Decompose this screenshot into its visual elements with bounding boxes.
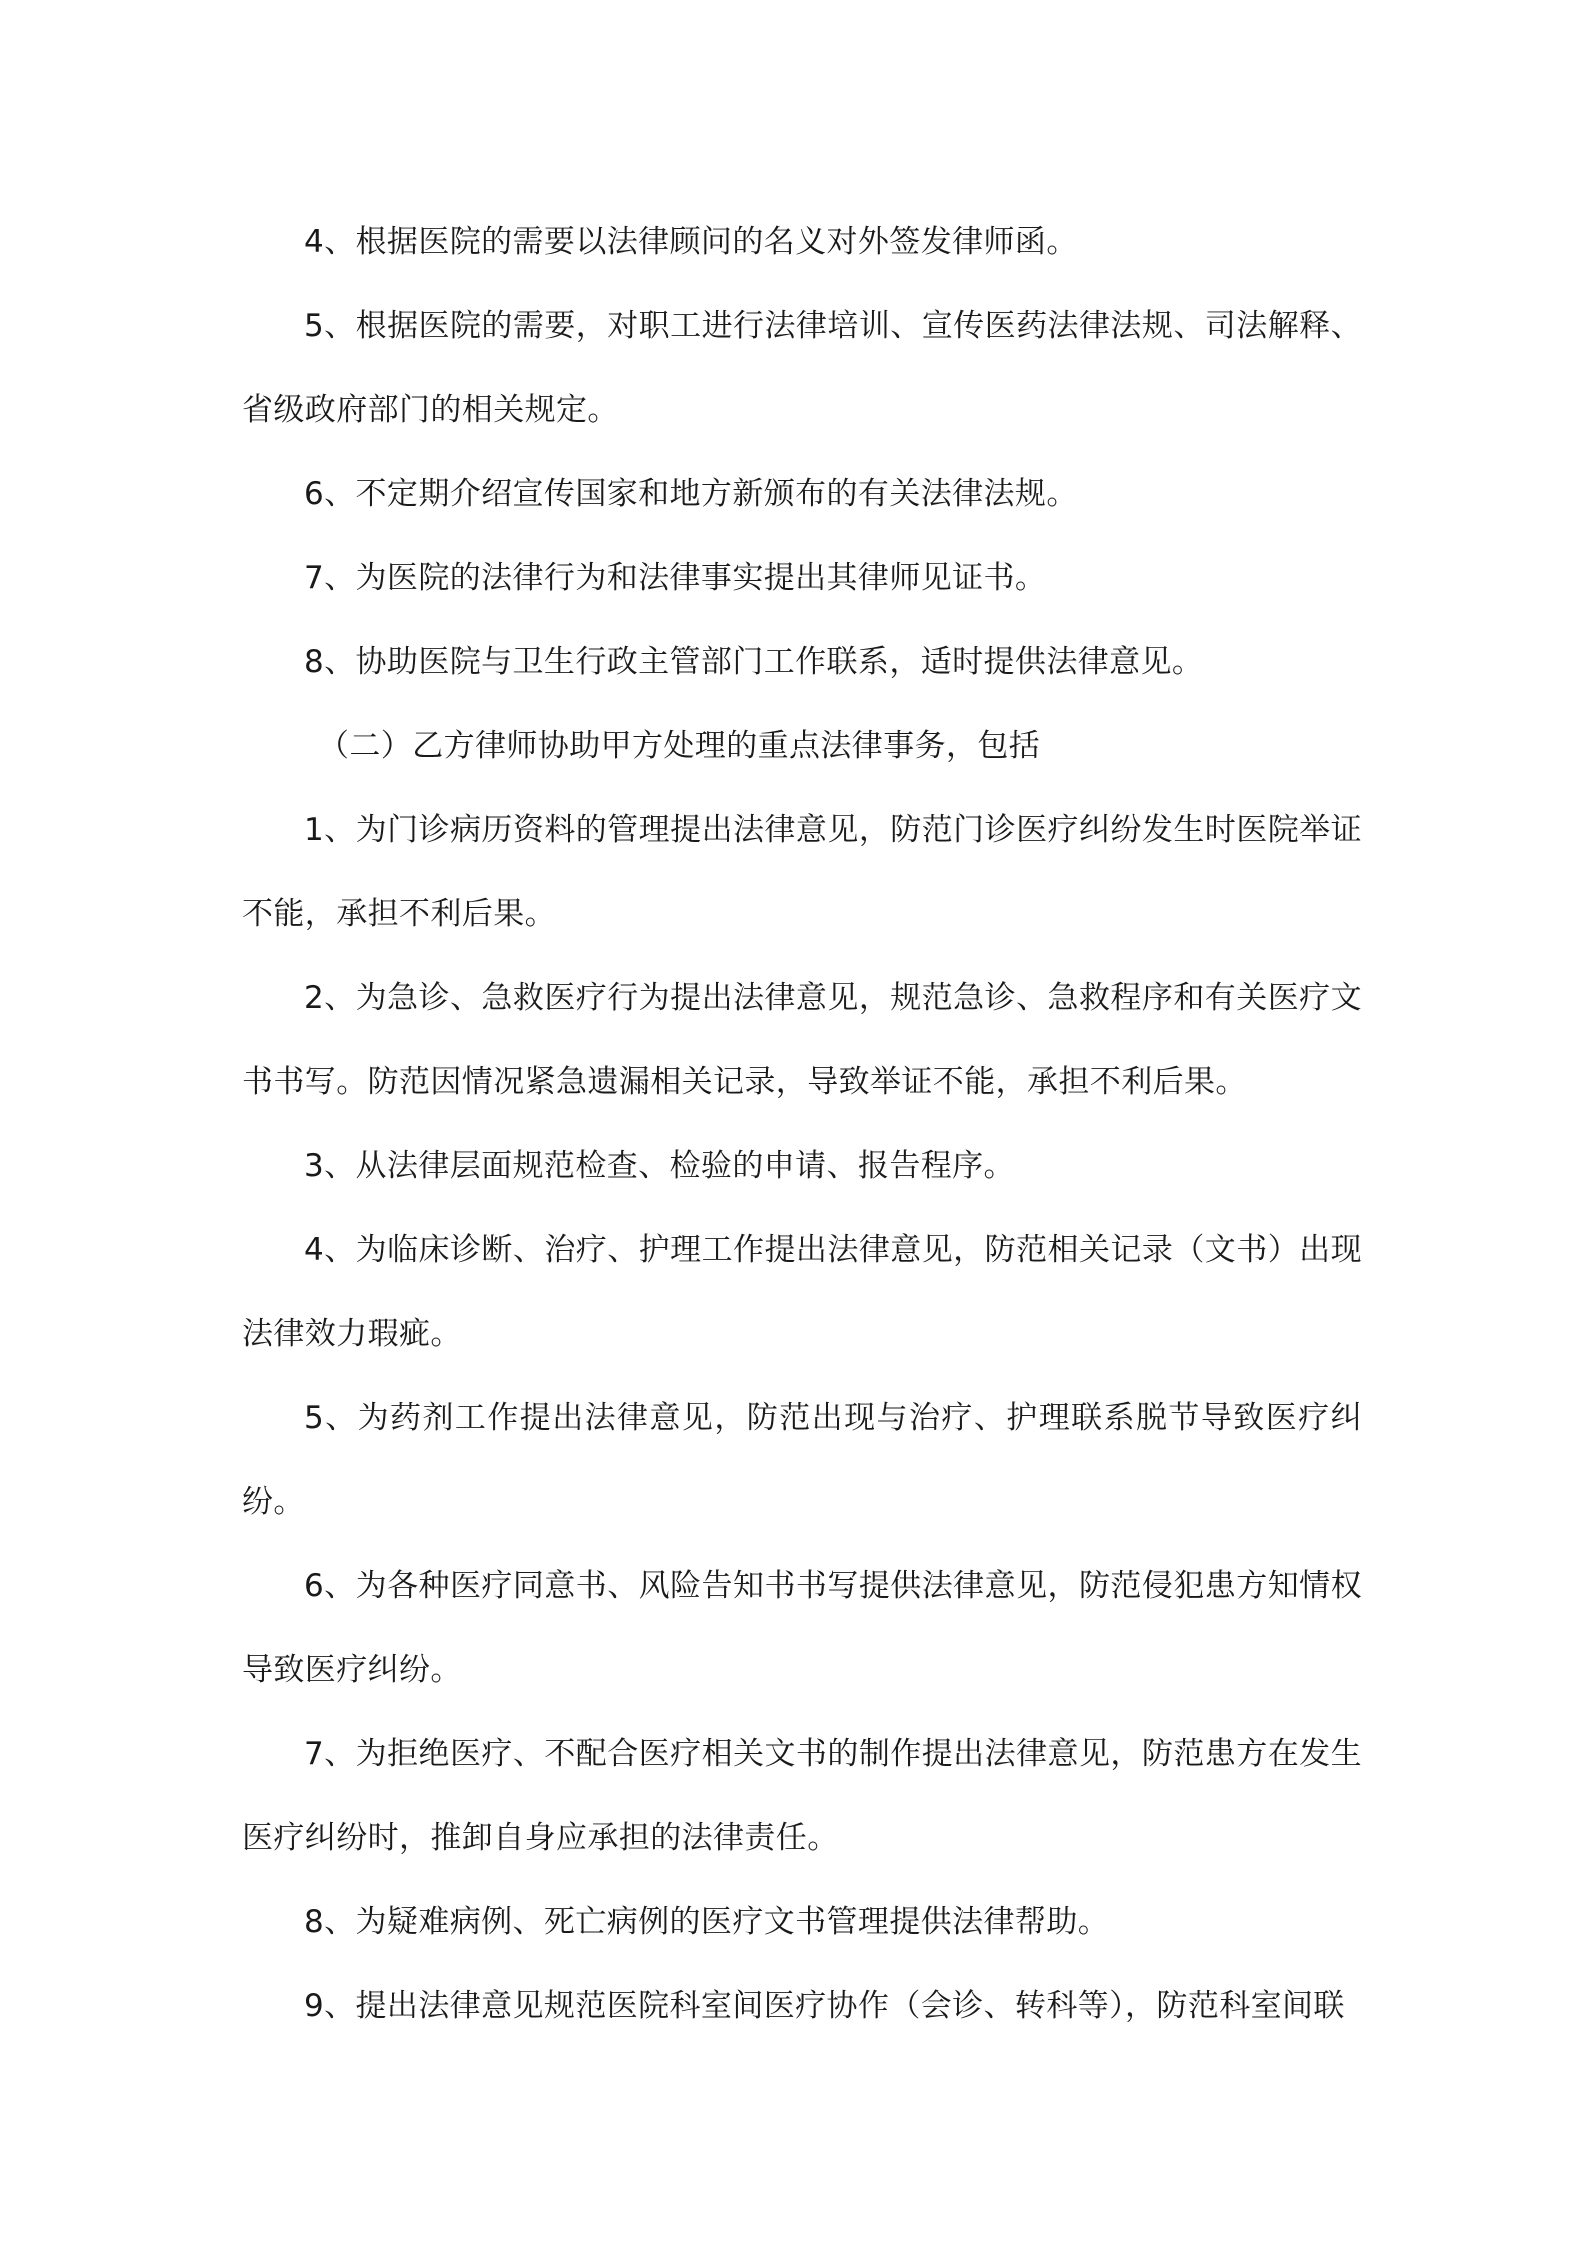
list-item-3: 3、从法律层面规范检查、检验的申请、报告程序。 [304,1148,1015,1184]
paragraph-8: 8、协助医院与卫生行政主管部门工作联系，适时提供法律意见。 [304,644,1204,680]
list-item-7: 7、为拒绝医疗、不配合医疗相关文书的制作提出法律意见，防范患方在发生医疗纠纷时，推卸自身应承担的法律责任。 [242,1736,1362,1856]
paragraph-7: 7、为医院的法律行为和法律事实提出其律师见证书。 [304,560,1047,596]
paragraph-4: 4、根据医院的需要以法律顾问的名义对外签发律师函。 [304,224,1078,260]
list-item-6: 6、为各种医疗同意书、风险告知书书写提供法律意见，防范侵犯患方知情权导致医疗纠纷。 [242,1568,1362,1688]
list-item-1: 1、为门诊病历资料的管理提出法律意见，防范门诊医疗纠纷发生时医院举证不能，承担不利后果。 [242,812,1362,932]
paragraph-5: 5、根据医院的需要，对职工进行法律培训、宣传医药法律法规、司法解释、省级政府部门的相关规定。 [242,308,1362,428]
list-item-2: 2、为急诊、急救医疗行为提出法律意见，规范急诊、急救程序和有关医疗文书书写。防范因情况紧急遗漏相关记录，导致举证不能，承担不利后果。 [242,980,1362,1100]
list-item-9: 9、提出法律意见规范医院科室间医疗协作（会诊、转科等），防范科室间联 [304,1988,1345,2024]
list-item-5: 5、为药剂工作提出法律意见，防范出现与治疗、护理联系脱节导致医疗纠纷。 [242,1400,1362,1520]
section-heading: （二）乙方律师协助甲方处理的重点法律事务，包括 [318,728,1041,764]
document-body [242,200,1362,2048]
list-item-4: 4、为临床诊断、治疗、护理工作提出法律意见，防范相关记录（文书）出现法律效力瑕疵。 [242,1232,1362,1352]
paragraph-6: 6、不定期介绍宣传国家和地方新颁布的有关法律法规。 [304,476,1078,512]
list-item-8: 8、为疑难病例、死亡病例的医疗文书管理提供法律帮助。 [304,1904,1110,1940]
